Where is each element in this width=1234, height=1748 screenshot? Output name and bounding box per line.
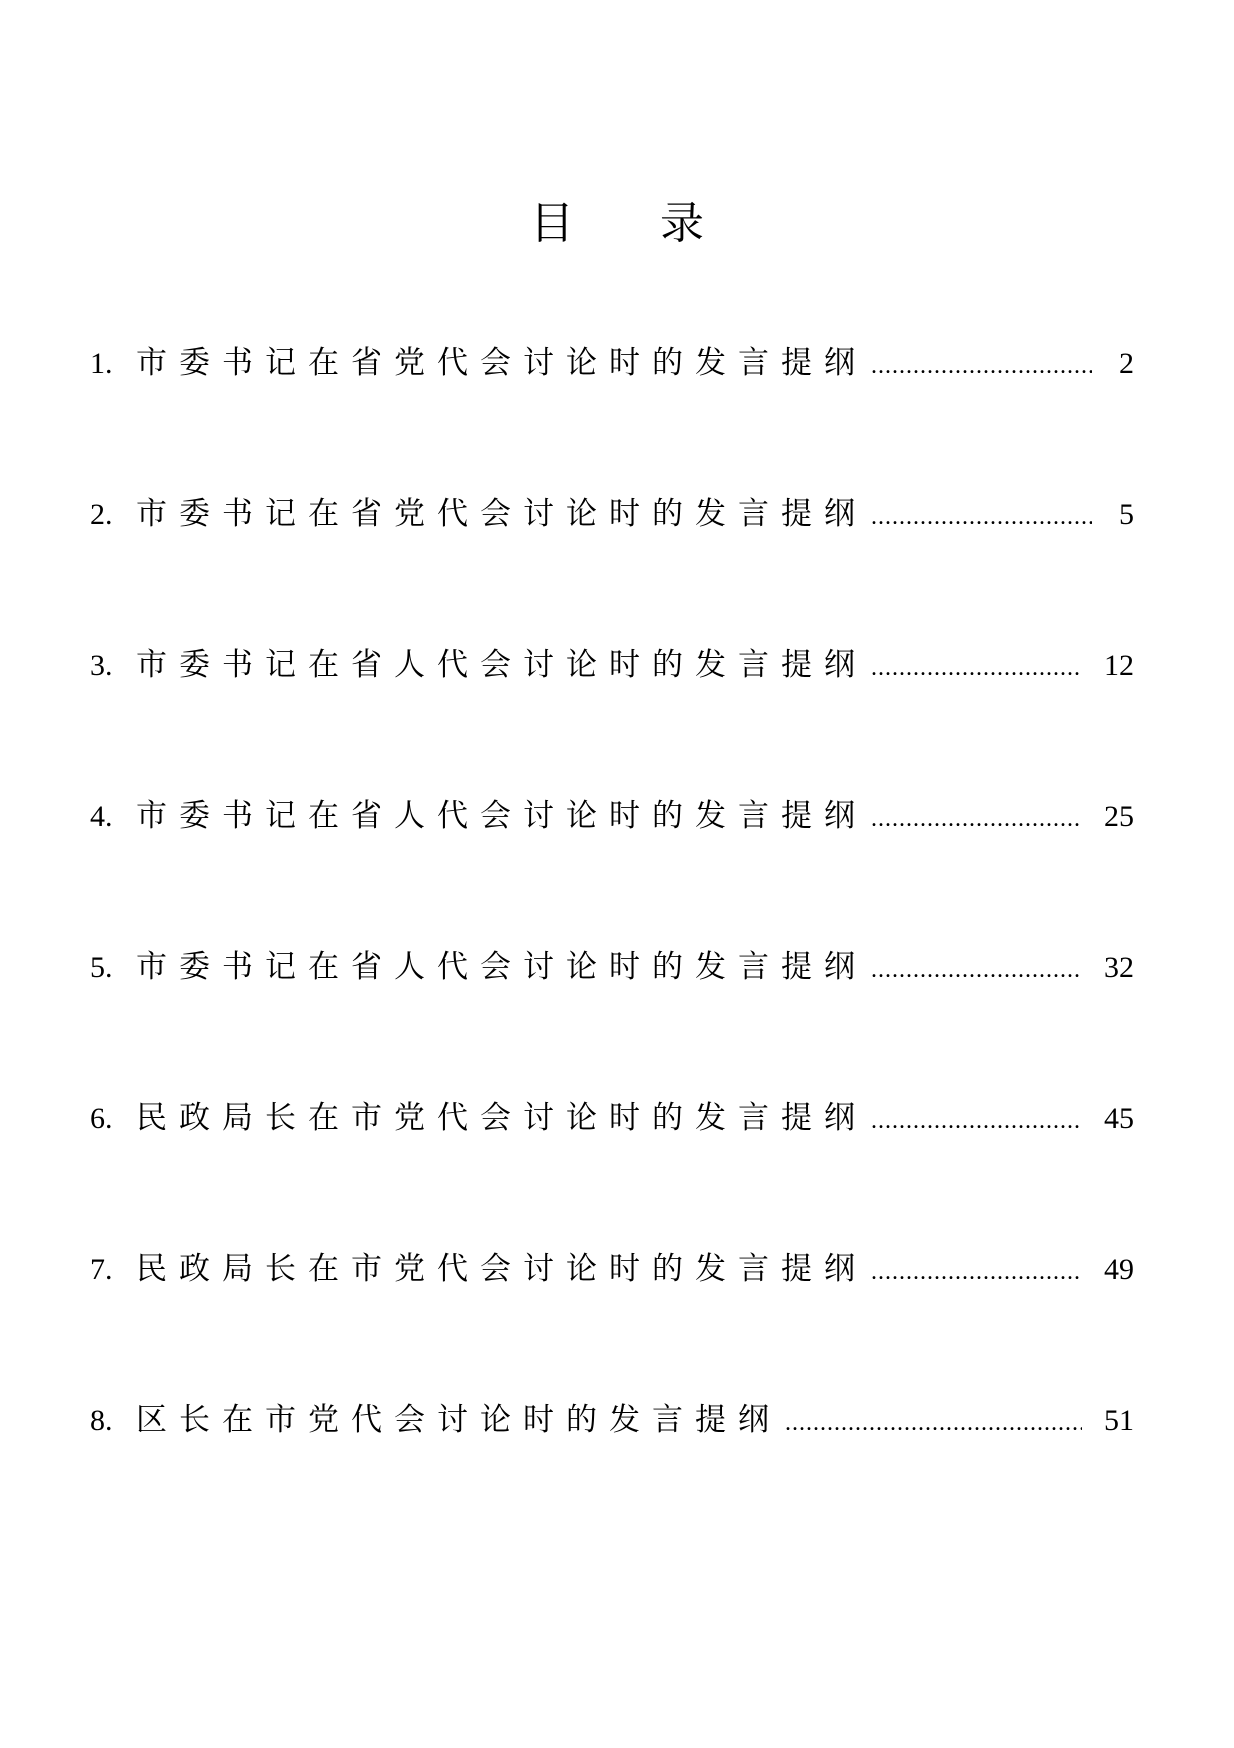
toc-dot-leader <box>871 1247 1082 1297</box>
toc-entry-number: 8. <box>90 1404 113 1437</box>
toc-entry-number: 1. <box>90 347 113 380</box>
toc-dot-leader <box>871 643 1082 693</box>
toc-entry-title[interactable]: 区长在市党代会讨论时的发言提纲 <box>136 1402 781 1438</box>
toc-page-number[interactable]: 49 <box>1104 1253 1134 1286</box>
toc-entry-title[interactable]: 市委书记在省党代会讨论时的发言提纲 <box>136 496 867 532</box>
toc-entry-number: 7. <box>90 1253 113 1286</box>
toc-entry-title[interactable]: 市委书记在省人代会讨论时的发言提纲 <box>136 949 867 985</box>
toc-entry-title[interactable]: 民政局长在市党代会讨论时的发言提纲 <box>136 1251 867 1287</box>
toc-entry[interactable] <box>90 1395 1142 1445</box>
toc-entry-number: 3. <box>90 649 113 682</box>
toc-page-number[interactable]: 2 <box>1119 347 1134 380</box>
toc-entry-number: 2. <box>90 498 113 531</box>
toc-entry-title[interactable]: 市委书记在省党代会讨论时的发言提纲 <box>136 345 867 381</box>
toc-entry[interactable] <box>90 1093 1142 1143</box>
toc-entry[interactable] <box>90 791 1142 841</box>
toc-list <box>90 338 1142 1546</box>
toc-page-number[interactable]: 25 <box>1104 800 1134 833</box>
toc-dot-leader <box>871 492 1092 542</box>
toc-page-number[interactable]: 51 <box>1104 1404 1134 1437</box>
toc-entry-number: 5. <box>90 951 113 984</box>
toc-entry[interactable] <box>90 942 1142 992</box>
toc-entry[interactable] <box>90 489 1142 539</box>
toc-page-number[interactable]: 32 <box>1104 951 1134 984</box>
toc-page-number[interactable]: 12 <box>1104 649 1134 682</box>
toc-dot-leader <box>871 341 1092 391</box>
toc-dot-leader <box>871 945 1082 995</box>
toc-dot-leader <box>785 1398 1082 1448</box>
toc-entry-number: 4. <box>90 800 113 833</box>
toc-entry-title[interactable]: 民政局长在市党代会讨论时的发言提纲 <box>136 1100 867 1136</box>
toc-title: 目 录 <box>530 198 740 249</box>
toc-dot-leader <box>871 1096 1082 1146</box>
toc-entry[interactable] <box>90 338 1142 388</box>
toc-dot-leader <box>871 794 1082 844</box>
toc-entry-title[interactable]: 市委书记在省人代会讨论时的发言提纲 <box>136 647 867 683</box>
toc-entry-number: 6. <box>90 1102 113 1135</box>
toc-page-number[interactable]: 5 <box>1119 498 1134 531</box>
toc-entry[interactable] <box>90 1244 1142 1294</box>
toc-page-number[interactable]: 45 <box>1104 1102 1134 1135</box>
toc-entry-title[interactable]: 市委书记在省人代会讨论时的发言提纲 <box>136 798 867 834</box>
toc-entry[interactable] <box>90 640 1142 690</box>
